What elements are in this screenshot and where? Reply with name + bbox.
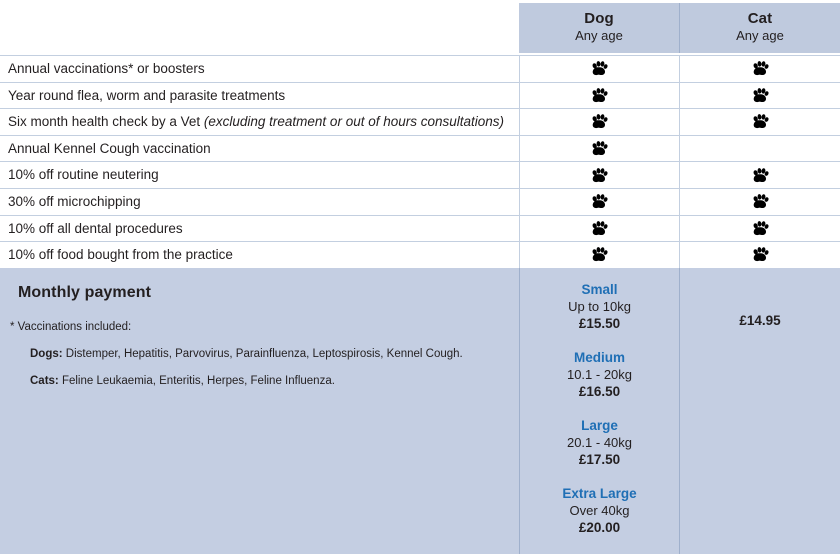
price-tier-name: Small [581, 282, 618, 297]
feature-label-text: Six month health check by a Vet [8, 114, 204, 130]
table-row [0, 162, 840, 189]
table-row [0, 242, 840, 269]
feature-label [0, 189, 519, 215]
column-header-dog [519, 3, 679, 53]
vaccination-note-cats-value: Feline Leukaemia, Enteritis, Herpes, Feline Influenza. [58, 375, 335, 387]
paw-print-icon [752, 220, 769, 237]
paw-print-icon [752, 113, 769, 130]
feature-cell-cat [679, 242, 840, 268]
price-tier [520, 417, 679, 468]
feature-cell-cat [679, 83, 840, 109]
table-row [0, 136, 840, 163]
paw-print-icon [591, 113, 608, 130]
feature-label-text: 30% off microchipping [8, 193, 141, 209]
paw-print-icon [752, 87, 769, 104]
payment-info [0, 268, 519, 554]
vaccination-note-dogs [18, 347, 509, 362]
feature-label [0, 242, 519, 268]
cat-price-cell [679, 268, 840, 554]
price-tier-range: Up to 10kg [568, 299, 631, 314]
feature-cell-cat [679, 136, 840, 162]
price-tier-price: £17.50 [578, 452, 621, 467]
feature-cell-cat [679, 189, 840, 215]
feature-cell-cat [679, 162, 840, 188]
vaccination-note-cats-label: Cats: [30, 375, 59, 387]
paw-print-icon [591, 220, 608, 237]
price-tier-price: £20.00 [578, 520, 621, 535]
feature-label-text: Year round flea, worm and parasite treatments [8, 87, 286, 103]
price-tier-range: Over 40kg [569, 503, 630, 518]
feature-cell-cat [679, 216, 840, 242]
feature-cell-dog [519, 242, 679, 268]
feature-label [0, 136, 519, 162]
price-tier [520, 281, 679, 332]
monthly-payment-panel [0, 268, 840, 554]
paw-print-icon [591, 246, 608, 263]
feature-label-note: (excluding treatment or out of hours consultations) [203, 114, 505, 130]
column-header-cat-title: Cat [747, 10, 773, 27]
feature-cell-cat [679, 56, 840, 82]
column-header-cat-subtitle: Any age [736, 28, 784, 43]
column-header-dog-subtitle: Any age [575, 28, 623, 43]
table-row [0, 83, 840, 110]
price-tier-range: 20.1 - 40kg [566, 435, 633, 450]
feature-cell-cat [679, 109, 840, 135]
price-tier [520, 349, 679, 400]
table-header-band [519, 3, 840, 53]
column-header-cat [679, 3, 840, 53]
price-tier [520, 485, 679, 536]
feature-cell-dog [519, 189, 679, 215]
feature-label [0, 83, 519, 109]
feature-cell-dog [519, 162, 679, 188]
paw-print-icon [752, 246, 769, 263]
feature-cell-dog [519, 136, 679, 162]
price-tier-name: Large [581, 418, 618, 433]
price-tier-price: £15.50 [578, 316, 621, 331]
feature-label [0, 109, 519, 135]
vaccination-note-dogs-label: Dogs: [30, 348, 63, 360]
feature-cell-dog [519, 83, 679, 109]
feature-label [0, 56, 519, 82]
vaccination-note-heading-text: * Vaccinations included: [10, 321, 132, 333]
feature-label-text: Annual vaccinations* or boosters [8, 61, 205, 76]
feature-label-text: Annual Kennel Cough vaccination [8, 140, 211, 156]
price-tier-name: Medium [573, 350, 625, 365]
paw-print-icon [591, 167, 608, 184]
price-tier-price: £16.50 [578, 384, 621, 399]
payment-title: Monthly payment [18, 284, 152, 301]
feature-label-text: 10% off food bought from the practice [8, 247, 233, 263]
paw-print-icon [752, 60, 769, 77]
paw-print-icon [591, 60, 608, 77]
table-row [0, 56, 840, 83]
table-row [0, 189, 840, 216]
feature-cell-dog [519, 56, 679, 82]
paw-print-icon [752, 193, 769, 210]
vaccination-note-heading [10, 320, 509, 335]
paw-print-icon [752, 167, 769, 184]
price-tier-name: Extra Large [562, 486, 637, 501]
table-row [0, 109, 840, 136]
paw-print-icon [591, 140, 608, 157]
feature-label [0, 216, 519, 242]
feature-label-text: 10% off all dental procedures [8, 220, 183, 236]
column-header-dog-title: Dog [584, 10, 614, 27]
vaccination-note-dogs-value: Distemper, Hepatitis, Parvovirus, Parainfluenza, Leptospirosis, Kennel Cough. [62, 348, 463, 360]
price-tier-range: 10.1 - 20kg [566, 367, 633, 382]
cat-monthly-price: £14.95 [739, 313, 781, 328]
feature-label [0, 162, 519, 188]
table-row [0, 216, 840, 243]
feature-cell-dog [519, 216, 679, 242]
feature-rows [0, 55, 840, 269]
paw-print-icon [591, 87, 608, 104]
dog-price-tiers [519, 268, 679, 554]
feature-cell-dog [519, 109, 679, 135]
paw-print-icon [591, 193, 608, 210]
vaccination-note-cats [18, 374, 509, 389]
feature-label-text: 10% off routine neutering [8, 167, 159, 183]
